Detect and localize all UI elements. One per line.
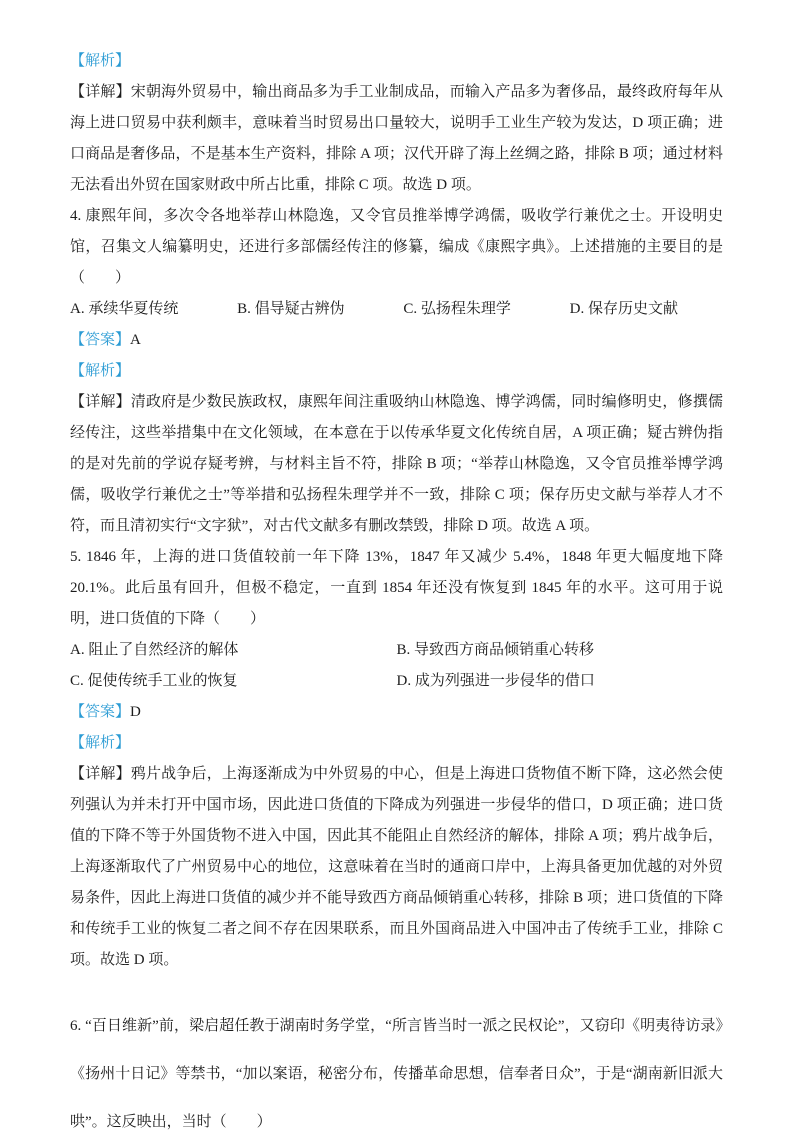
q5-answer-value: D <box>130 704 141 720</box>
q4-option-a: A. 承续华夏传统 <box>70 301 179 317</box>
q4-option-d: D. 保存历史文献 <box>569 301 678 317</box>
q3-detail-explanation: 【详解】宋朝海外贸易中，输出商品多为手工业制成品，而输入产品多为奢侈品，最终政府每年从海上进口贸易中获利颇丰，意味着当时贸易出口量较大，说明手工业生产较为发达，D 项正确；进口商品是奢侈品，不是基本生产资料，排除 A 项；汉代开辟了海上丝绸之路，排除 B 项；通过材料无法看出外贸在国家财政中所占比重，排除 C 项。故选 D 项。 <box>70 84 723 193</box>
q4-option-c: C. 弘扬程朱理学 <box>403 301 511 317</box>
q5-question-stem: 5. 1846 年，上海的进口货值较前一年下降 13%，1847 年又减少 5.4%，1848 年更大幅度地下降 20.1%。此后虽有回升，但极不稳定，一直到 1854 年还没有恢复到 1845 年的水平。这可用于说明，进口货值的下降（ ） <box>70 549 723 627</box>
q4-analysis-label: 【解析】 <box>70 363 131 379</box>
q5-detail-explanation: 【详解】鸦片战争后，上海逐渐成为中外贸易的中心，但是上海进口货物值不断下降，这必然会使列强认为并未打开中国市场，因此进口货值的下降成为列强进一步侵华的借口，D 项正确；进口货值的下降不等于外国货物不进入中国，因此其不能阻止自然经济的解体，排除 A 项；鸦片战争后，上海逐渐取代了广州贸易中心的地位，这意味着在当时的通商口岸中，上海具备更加优越的对外贸易条件，因此上海进口货值的减少并不能导致西方商品倾销重心转移，排除 B 项；进口货值的下降和传统手工业的恢复二者之间不存在因果联系，而且外国商品进入中国冲击了传统手工业，排除 C 项。故选 D 项。 <box>70 766 723 968</box>
q5-answer-label: 【答案】 <box>70 704 131 720</box>
q6-question-stem: 6. “百日维新”前，梁启超任教于湖南时务学堂，“所言皆当时一派之民权论”，又窃印《明夷待访录》《扬州十日记》等禁书，“加以案语，秘密分布，传播革命思想，信奉者日众”，于是“湖南新旧派大哄”。这反映出，当时（ ） <box>70 1018 723 1130</box>
q5-option-b: B. 导致西方商品倾销重心转移 <box>396 642 595 658</box>
q4-option-b: B. 倡导疑古辨伪 <box>237 301 345 317</box>
q4-answer-line <box>70 325 723 356</box>
q3-analysis-label: 【解析】 <box>70 53 131 69</box>
q4-detail-explanation: 【详解】清政府是少数民族政权，康熙年间注重吸纳山林隐逸、博学鸿儒，同时编修明史，修撰儒经传注，这些举措集中在文化领域，在本意在于以传承华夏文化传统自居，A 项正确；疑古辨伪指的是对先前的学说存疑考辨，与材料主旨不符，排除 B 项；“举荐山林隐逸，又令官员推举博学鸿儒，吸收学行兼优之士”等举措和弘扬程朱理学并不一致，排除 C 项；保存历史文献与举荐人才不符，而且清初实行“文字狱”，对古代文献多有删改禁毁，排除 D 项。故选 A 项。 <box>70 394 723 534</box>
q5-answer-line <box>70 697 723 728</box>
q4-answer-label: 【答案】 <box>70 332 131 348</box>
q5-options <box>70 635 723 697</box>
q4-options <box>70 294 723 325</box>
q4-answer-value: A <box>130 332 141 348</box>
q5-option-c: C. 促使传统手工业的恢复 <box>70 673 238 689</box>
q5-analysis-label: 【解析】 <box>70 735 131 751</box>
q5-option-d: D. 成为列强进一步侵华的借口 <box>396 673 595 689</box>
q4-question-stem: 4. 康熙年间，多次令各地举荐山林隐逸，又令官员推举博学鸿儒，吸收学行兼优之士。开设明史馆，召集文人编纂明史，还进行多部儒经传注的修纂，编成《康熙字典》。上述措施的主要目的是（ ） <box>70 208 723 286</box>
q5-option-a: A. 阻止了自然经济的解体 <box>70 642 239 658</box>
